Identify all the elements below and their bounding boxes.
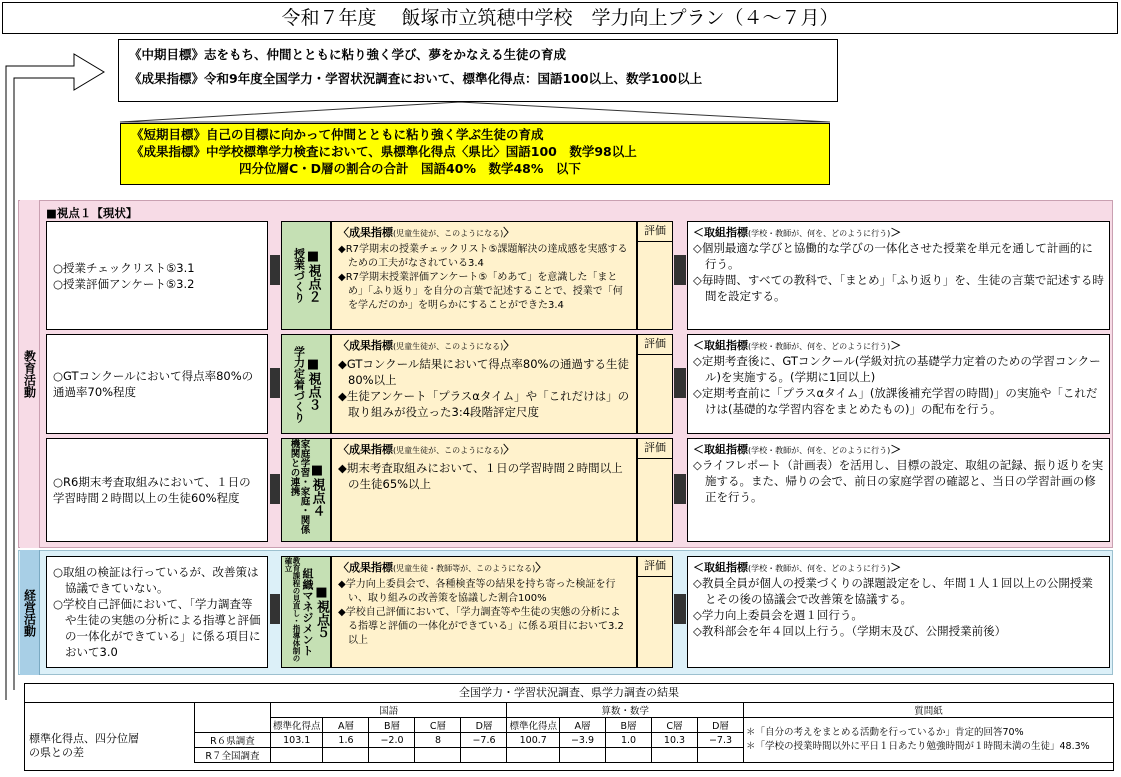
status-box: ○授業チェックリスト⑤3.1 ○授業評価アンケート⑤3.2 — [46, 221, 268, 330]
arrow-connector — [270, 368, 280, 398]
results-row-label: 標準化得点、四分位層の県との差 — [29, 732, 139, 759]
arrow-connector — [270, 255, 280, 285]
subject-kokugo: 国語 — [270, 703, 507, 718]
table-row: R６県調査 103.1 1.6 −2.0 8 −7.6 100.7 −3.9 1.0 10.3 −7.3 — [24, 733, 1114, 748]
mid-term-goal: 《中期目標》志をもち、仲間とともに粘り強く学び、夢をかなえる生徒の育成 — [129, 47, 567, 62]
survey-header: 質問紙 — [744, 703, 1114, 718]
arrow-connector — [674, 474, 686, 504]
education-label: 教育活動 — [20, 200, 40, 548]
arrow-connector — [674, 368, 686, 398]
goal-box: 〈成果指標(児童生徒が、このようになる)〉 ◆GTコンクール結果において得点率80%の通過する生徒80%以上 ◆生徒アンケート「プラスαタイム」や「これだけは」の取り組みが役立った3:4段階評定尺度 — [331, 334, 637, 434]
action-box: ＜取組指標(学校・教師が、何を、どのように行う)＞ ◇個別最適な学びと協働的な学びの一体化させた授業を単元を通して計画的に行う。 ◇毎時間、すべての教科で、「まとめ」「ふり返り」を、生徒の言葉で記述する時間を設定する。 — [687, 221, 1110, 330]
short-term-box — [120, 123, 830, 185]
page-title: 令和７年度 飯塚市立筑穂中学校 学力向上プラン（４～７月） — [2, 2, 1118, 34]
eval-box: 評価 — [637, 334, 673, 434]
status-box: ○R6期末考査取組みにおいて、１日の学習時間２時間以上の生徒60%程度 — [46, 438, 268, 542]
goal-box: 〈成果指標(児童生徒・教師等が、このようになる)〉 ◆学力向上委員会で、各種検査等の結果を持ち寄った検証を行い、取り組みの改善策を協議した割合100% ◆学校自己評価において、「学力調査等や生徒の実態の分析による指導と評価の一体化ができている」に係る項目において3.2以上 — [331, 556, 637, 668]
eval-box: 評価 — [637, 438, 673, 542]
eval-box: 評価 — [637, 556, 673, 668]
arrow-connector — [674, 255, 686, 285]
goal-box: 〈成果指標(児童生徒が、このようになる)〉 ◆期末考査取組みにおいて、１日の学習時間２時間以上の生徒65%以上 — [331, 438, 637, 542]
subject-math: 算数・数学 — [507, 703, 744, 718]
short-term-indicator-2: 四分位層C・D層の割合の合計 国語40% 数学48% 以下 — [239, 161, 581, 176]
management-label: 経営活動 — [20, 550, 40, 675]
viewpoint-2: ■視点２ 授業づくり — [281, 221, 331, 330]
arrow-connector — [674, 594, 686, 624]
viewpoint-4: ■視点４ 家庭学習・家庭・関係機関との連携 — [281, 438, 331, 542]
mid-term-box — [118, 39, 838, 102]
viewpoint-5: ■視点５ 組織マネジメント 教育課程の見直し・指導体制の確立 — [281, 556, 331, 668]
action-box: ＜取組指標(学校・教師が、何を、どのように行う)＞ ◇定期考査後に、GTコンクール(学級対抗の基礎学力定着のための学習コンクール)を実施する。(学期に1回以上) ◇定期考査前に「プラスαタイム」(放課後補充学習の時間)」の実施や「これだけは(基礎的な学習内容をまとめたもの)」の配布を行う。 — [687, 334, 1110, 434]
arrow-connector — [270, 594, 280, 624]
results-title: 全国学力・学習状況調査、県学力調査の結果 — [25, 684, 1113, 703]
status-box: ○取組の検証は行っているが、改善策は協議できていない。 ○学校自己評価において、「学力調査等や生徒の実態の分析による指導と評価の一体化ができている」に係る項目において3.0 — [46, 556, 268, 668]
mid-term-indicator: 《成果指標》令和9年度全国学力・学習状況調査において、標準化得点：国語100以上、数学100以上 — [129, 71, 703, 86]
status-box: ○GTコンクールにおいて得点率80%の通過率70%程度 — [46, 334, 268, 434]
viewpoint1-header: ■視点１【現状】 — [46, 206, 138, 220]
eval-box: 評価 — [637, 221, 673, 330]
goal-box: 〈成果指標(児童生徒が、このようになる)〉 ◆R7学期末の授業チェックリスト⑤課題解決の達成感を実感するための工夫がなされている3.4 ◆R7学期末授業評価アンケート⑤「めあて」を意識した「まとめ」「ふり返り」を自分の言葉で記述することで、授業で「何を学んだのか」を明らかにすることができた3.4 — [331, 221, 637, 330]
action-box: ＜取組指標(学校・教師が、何を、どのように行う)＞ ◇教員全員が個人の授業づくりの課題設定をし、年間１人１回以上の公開授業とその後の協議会で改善策を協議する。 ◇学力向上委員会を週１回行う。 ◇教科部会を年４回以上行う。（学期末及び、公開授業前後） — [687, 556, 1110, 668]
results-section — [24, 683, 1114, 771]
table-row: R７全国調査 — [24, 748, 1114, 763]
viewpoint-3: ■視点３ 学力定着づくり — [281, 334, 331, 434]
results-table: 国語 算数・数学 質問紙 標準化得点 A層 B層 C層 D層 標準化得点 A層 B層 C層 D層 ＊「自分の考えをまとめる活動を行っているか」肯定的回答70% ＊「学校の授業時間以外に平日１日あたり勉強時間が１時間未満の生徒」48.3% R６県調査 103.1 1.6 −2.0 8 −7.6 100.7 −3.9 1.0 10.3 −7.3 R７全国調査 — [24, 702, 1114, 763]
arrow-connector — [270, 474, 280, 504]
action-box: ＜取組指標(学校・教師が、何を、どのように行う)＞ ◇ライフレポート（計画表）を活用し、目標の設定、取組の記録、振り返りを実施する。また、帰りの会で、前日の家庭学習の確認と、当日の学習計画の修正を行う。 — [687, 438, 1110, 542]
short-term-goal: 《短期目標》自己の目標に向かって仲間とともに粘り強く学ぶ生徒の育成 — [131, 127, 544, 142]
short-term-indicator: 《成果指標》中学校標準学力検査において、県標準化得点〈県比〉国語100 数学98以上 — [131, 144, 637, 159]
